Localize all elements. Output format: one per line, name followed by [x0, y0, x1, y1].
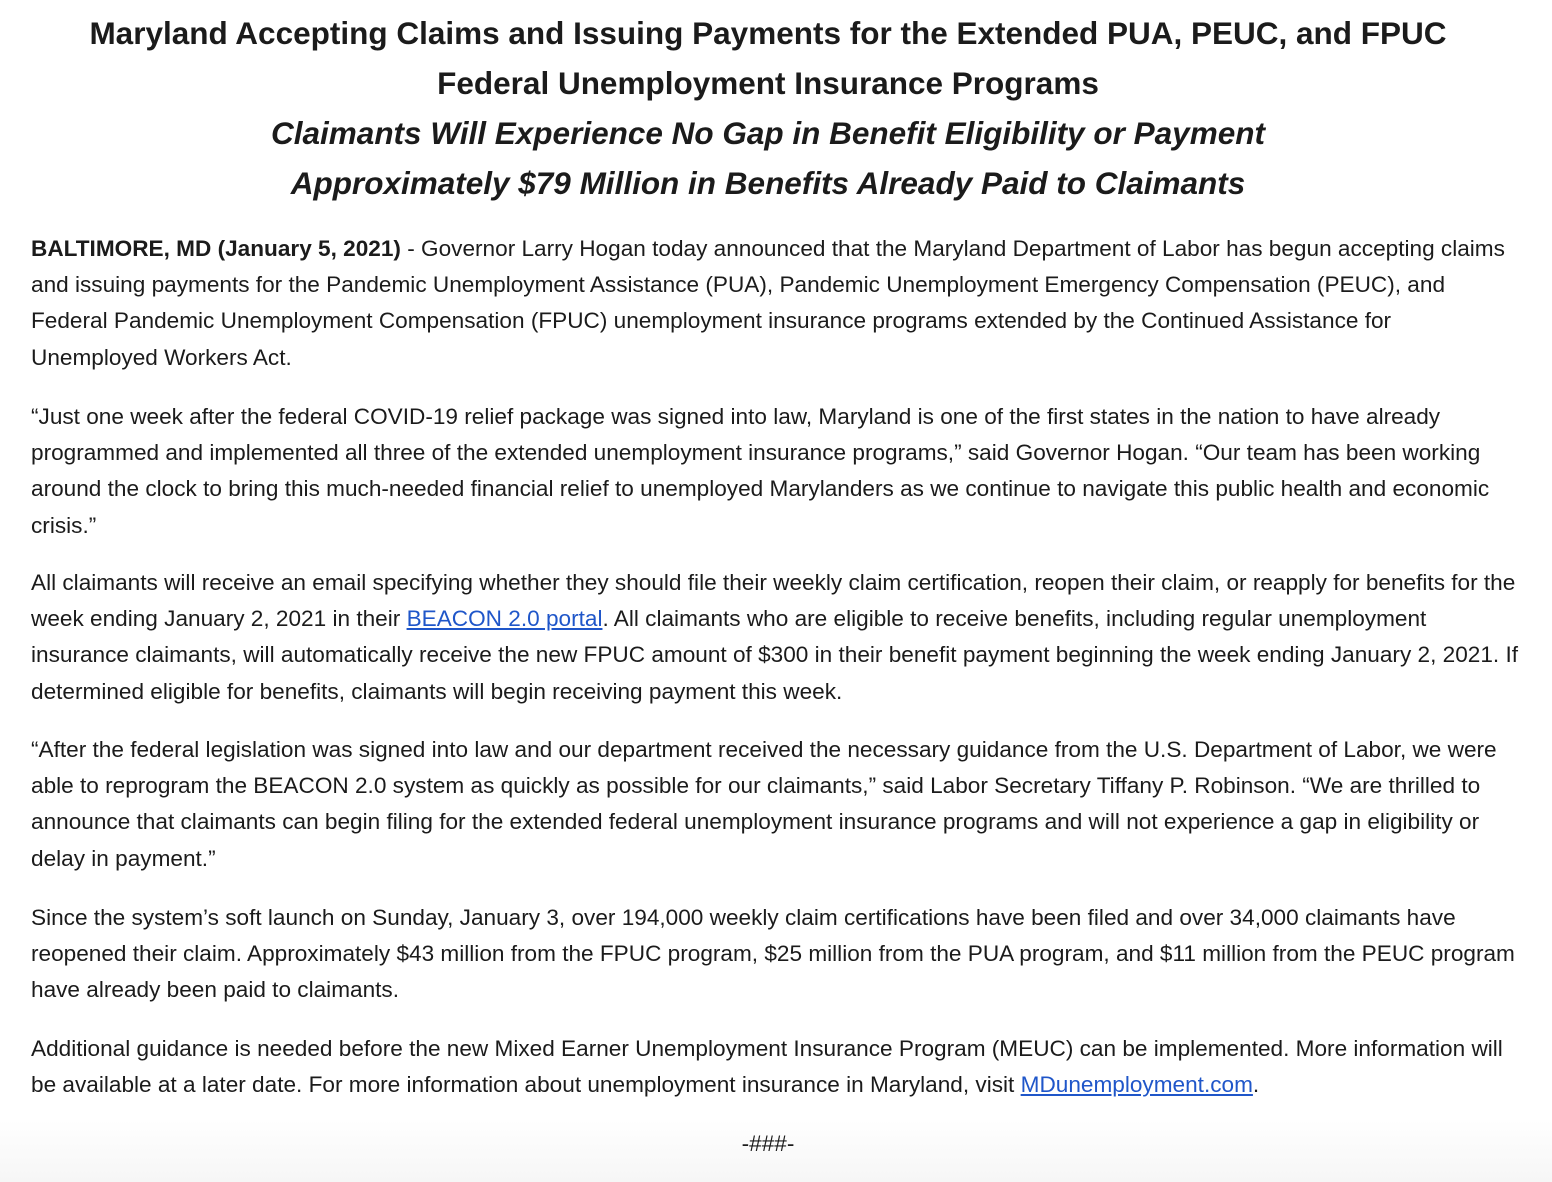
dateline: BALTIMORE, MD (January 5, 2021) — [31, 236, 401, 261]
paragraph-announcement-text: - Governor Larry Hogan today announced that the Maryland Department of Labor has begun accepting claims and issuing payments for the Pandemic Unemployment Assistance (PUA), Pandemic Unemployment Emergency Compensation (PEUC), and Federal Pandemic Unemployment Compensation (FPUC) unemployment insurance programs extended by the Continued Assistance for Unemployed Workers Act. — [31, 236, 1505, 370]
paragraph-additional-guidance — [31, 1031, 1521, 1103]
headline-line-2: Federal Unemployment Insurance Programs — [437, 65, 1099, 101]
paragraph-secretary-quote: “After the federal legislation was signed into law and our department received the necessary guidance from the U.S. Department of Labor, we were able to reprogram the BEACON 2.0 system as quickly as possible for our claimants,” said Labor Secretary Tiffany P. Robinson. “We are thrilled to announce that claimants can begin filing for the extended federal unemployment insurance programs and will not experience a gap in eligibility or delay in payment.” — [31, 737, 1497, 871]
subheadline-line-2: Approximately $79 Million in Benefits Already Paid to Claimants — [290, 165, 1246, 201]
paragraph-claimant-instructions-text-1: All claimants will receive an email specifying whether they should file their weekly claim certification, reopen their claim, or reapply for benefits for the week ending January 2, 2021 in their — [31, 570, 1516, 632]
paragraph-launch-stats: Since the system’s soft launch on Sunday, January 3, over 194,000 weekly claim certifications have been filed and over 34,000 claimants have reopened their claim. Approximately $43 million from the FPUC program, $25 million from the PUA program, and $11 million from the PEUC program have already been paid to claimants. — [31, 905, 1515, 1003]
paragraph-announcement — [31, 231, 1521, 376]
subheadline-line-1: Claimants Will Experience No Gap in Benefit Eligibility or Payment — [271, 115, 1265, 151]
beacon-portal-link[interactable]: BEACON 2.0 portal — [406, 606, 603, 632]
paragraph-governor-quote: “Just one week after the federal COVID-19 relief package was signed into law, Maryland is one of the first states in the nation to have already programmed and implemented all three of the extended unemployment insurance programs,” said Governor Hogan. “Our team has been working around the clock to bring this much-needed financial relief to unemployed Marylanders as we continue to navigate this public health and economic crisis.” — [31, 404, 1490, 538]
end-mark: -###- — [741, 1131, 795, 1156]
paragraph-claimant-instructions-text-2: . All claimants who are eligible to receive benefits, including regular unemployment insurance claimants, will automatically receive the new FPUC amount of $300 in their benefit payment beginning the week ending January 2, 2021. If determined eligible for benefits, claimants will begin receiving payment this week. — [31, 606, 1519, 704]
headline-line-1: Maryland Accepting Claims and Issuing Payments for the Extended PUA, PEUC, and FPUC — [89, 15, 1447, 51]
paragraph-additional-guidance-text-1: Additional guidance is needed before the new Mixed Earner Unemployment Insurance Program (MEUC) can be implemented. More information will be available at a later date. For more information about unemployment insurance in Maryland, visit — [31, 1036, 1503, 1098]
paragraph-additional-guidance-text-2: . — [1252, 1072, 1260, 1098]
paragraph-claimant-instructions — [31, 565, 1521, 710]
md-unemployment-link[interactable]: MDunemployment.com — [1020, 1072, 1253, 1098]
